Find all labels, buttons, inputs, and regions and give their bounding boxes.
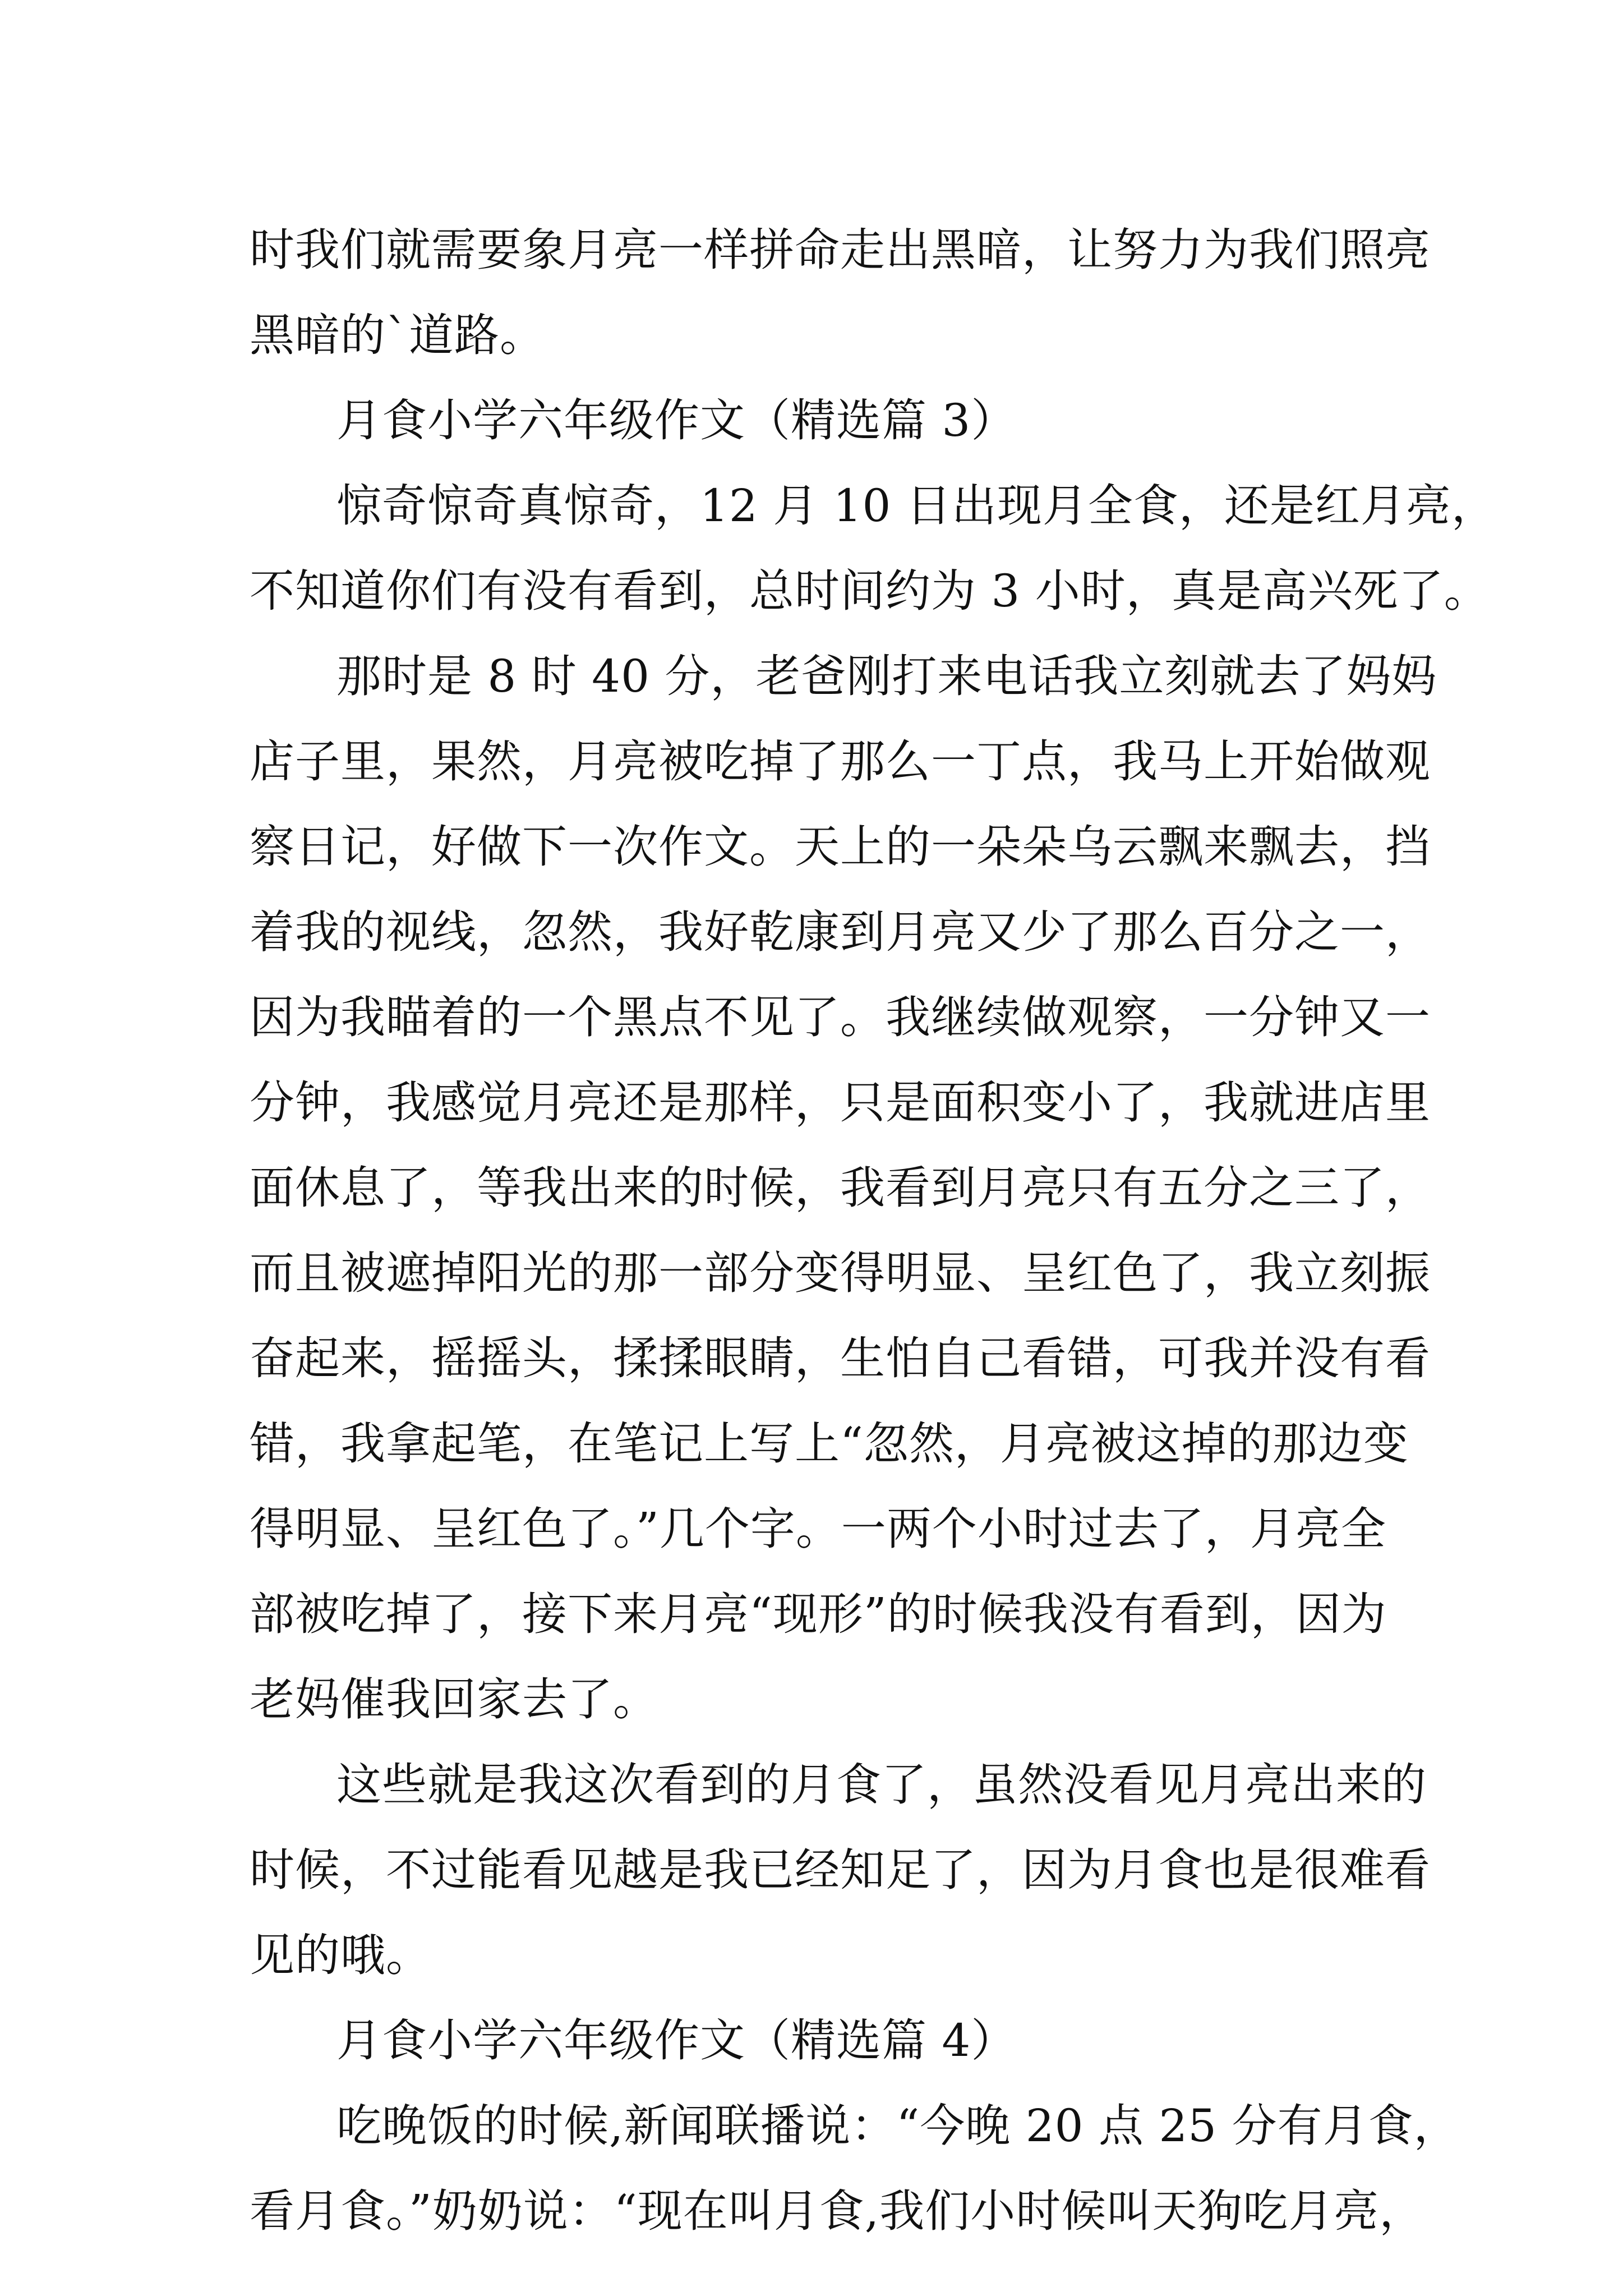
text-line: 分钟，我感觉月亮还是那样，只是面积变小了，我就进店里 <box>250 1076 1431 1129</box>
text-line: 着我的视线，忽然，我好乾康到月亮又少了那么百分之一， <box>250 906 1431 958</box>
text-line: 看月食。”奶奶说：“现在叫月食,我们小时候叫天狗吃月亮， <box>250 2185 1425 2237</box>
text-line: 黑暗的`道路。 <box>250 309 545 361</box>
section-heading: 月食小学六年级作文（精选篇 4） <box>336 2014 1017 2067</box>
text-line: 见的哦。 <box>250 1929 431 1981</box>
text-line: 奋起来，摇摇头，揉揉眼睛，生怕自己看错，可我并没有看 <box>250 1332 1431 1384</box>
text-line: 得明显、呈红色了。”几个字。一两个小时过去了，月亮全 <box>250 1503 1386 1555</box>
text-line: 不知道你们有没有看到，总时间约为 3 小时，真是高兴死了。 <box>250 565 1490 617</box>
text-line: 因为我瞄着的一个黑点不见了。我继续做观察，一分钟又一 <box>250 991 1431 1043</box>
text-line: 惊奇惊奇真惊奇，12 月 10 日出现月全食，还是红月亮， <box>336 480 1497 532</box>
text-line: 这些就是我这次看到的月食了，虽然没看见月亮出来的 <box>336 1759 1427 1811</box>
text-line: 察日记，好做下一次作文。天上的一朵朵乌云飘来飘去，挡 <box>250 821 1431 873</box>
text-line: 而且被遮掉阳光的那一部分变得明显、呈红色了，我立刻振 <box>250 1247 1431 1299</box>
text-line: 店子里，果然，月亮被吃掉了那么一丁点，我马上开始做观 <box>250 735 1431 788</box>
section-heading: 月食小学六年级作文（精选篇 3） <box>336 394 1017 447</box>
text-line: 吃晚饭的时候,新闻联播说：“今晚 20 点 25 分有月食， <box>336 2100 1459 2152</box>
text-line: 面休息了，等我出来的时候，我看到月亮只有五分之三了， <box>250 1162 1431 1214</box>
text-line: 部被吃掉了，接下来月亮“现形”的时候我没有看到，因为 <box>250 1588 1387 1640</box>
text-line: 错，我拿起笔，在笔记上写上“忽然，月亮被这掉的那边变 <box>250 1418 1409 1470</box>
text-line: 时我们就需要象月亮一样拼命走出黑暗，让努力为我们照亮 <box>250 224 1431 276</box>
text-line: 那时是 8 时 40 分，老爸刚打来电话我立刻就去了妈妈 <box>336 650 1437 702</box>
text-line: 老妈催我回家去了。 <box>250 1673 658 1726</box>
text-line: 时候，不过能看见越是我已经知足了，因为月食也是很难看 <box>250 1844 1431 1896</box>
essay-body <box>250 208 1497 2254</box>
